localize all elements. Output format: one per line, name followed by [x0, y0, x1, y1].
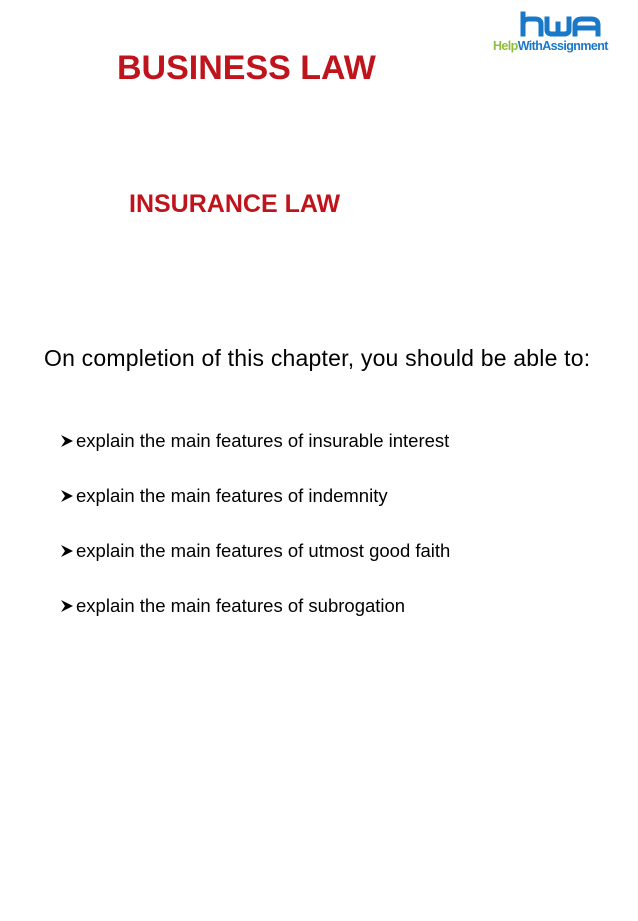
- hwa-logo-mark-icon: [493, 10, 629, 40]
- arrowhead-bullet-icon: [60, 599, 74, 613]
- objective-text: explain the main features of subrogation: [76, 595, 406, 616]
- arrowhead-bullet-icon: [60, 434, 74, 448]
- arrowhead-bullet-icon: [60, 489, 74, 503]
- objective-text: explain the main features of indemnity: [76, 485, 388, 506]
- objective-item: [60, 592, 450, 619]
- arrowhead-bullet-icon: [60, 544, 74, 558]
- objective-item: [60, 537, 450, 564]
- objective-text: explain the main features of utmost good faith: [76, 540, 451, 561]
- objective-text: explain the main features of insurable interest: [76, 430, 450, 451]
- objective-item: [60, 482, 450, 509]
- objectives-list: [60, 427, 450, 647]
- helpwithassignment-logo: [493, 10, 629, 58]
- logo-text-help: Help: [493, 39, 518, 53]
- intro-text: On completion of this chapter, you should be able to:: [44, 345, 591, 371]
- objective-item: [60, 427, 450, 454]
- logo-text-withassignment: WithAssignment: [517, 39, 608, 53]
- page-subtitle: INSURANCE LAW: [129, 190, 341, 218]
- page-title: BUSINESS LAW: [117, 49, 376, 87]
- logo-wordmark: [493, 38, 629, 54]
